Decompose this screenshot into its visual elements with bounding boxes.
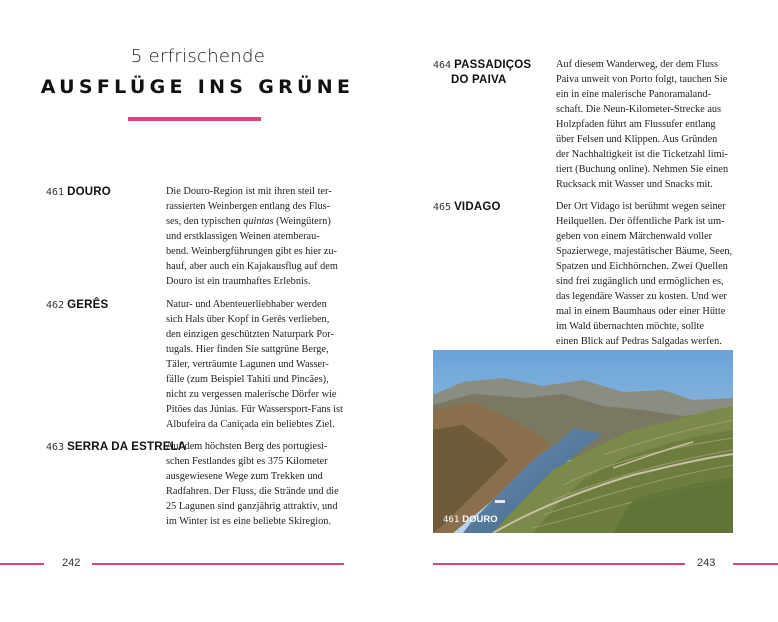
entry-label-douro (46, 185, 111, 200)
page-number-right: 243 (697, 557, 716, 569)
douro-valley-photo (433, 350, 733, 533)
photo-caption-name: DOURO (462, 514, 498, 525)
entry-name-line2: DO PAIVA (451, 74, 507, 86)
footer-rule-left-inner (92, 563, 344, 565)
entry-label-passadicos-do-paiva (433, 58, 531, 87)
entry-name: PASSADIÇOS (454, 59, 532, 71)
entry-text-vidago: Der Ort Vidago ist berühmt wegen seiner Heilquellen. Der öffentliche Park ist um- geben von einem Märchenwald voller Spazierwege, majestätischer Bäume, Seen, Spatzen und Eichhörnchen. Zwei Quellen sind frei zugänglich und ermöglichen es, das legendäre Wasser zu kosten. Und wer mal in einem Baumhaus oder einer Hütte im Wald übernachten möchte, sollte einen Blick auf Pedras Salgadas werfen. (556, 201, 733, 347)
footer-rule-right-inner (433, 563, 685, 565)
chapter-title: AUSFLÜGE INS GRÜNE (40, 76, 355, 98)
entry-name: DOURO (67, 186, 111, 198)
entry-name: GERÊS (67, 299, 109, 311)
page-number-left: 242 (62, 557, 81, 569)
entry-number: 464 (433, 60, 452, 71)
entry-number: 463 (46, 442, 65, 453)
entry-label-vidago (433, 200, 501, 215)
entry-text-geres: Natur- und Abenteuerliebhaber werden sich Hals über Kopf in Gerês verlieben, den einzigen geschützten Naturpark Por- tugals. Hier finden Sie sattgrüne Berge, Täler, verträumte Lagunen und Wasser- fälle (zum Beispiel Tahiti und Pincães), nicht zu vergessen malerische Dörfer wie Pitões das Júnias. Für Wassersport-Fans ist Albufeira da Caniçada ein beliebtes Ziel. (166, 299, 343, 430)
entry-name: VIDAGO (454, 201, 501, 213)
entry-text-passadicos-do-paiva: Auf diesem Wanderweg, der dem Fluss Paiva unweit von Porto folgt, tauchen Sie ein in eine malerische Panoramaland- schaft. Die Neun-Kilometer-Strecke aus Holzpfaden führt am Flussufer entlang über Felsen und Klippen. Aus Gründen der Nachhaltigkeit ist die Ticketzahl limi- tiert (Buchung online). Nehmen Sie einen Rucksack mit Wasser und Snacks mit. (556, 59, 729, 190)
entry-text-douro: Die Douro-Region ist mit ihren steil ter- rassierten Weinbergen entlang des Flus- ses, den typischen quintas (Weingütern) und erstklassigen Weinen atemberau- bend. Weinbergführungen gibt es hier zu- hauf, aber auch ein Kajakausflug auf dem Douro ist ein traumhaftes Erlebnis. (166, 186, 338, 287)
footer-rule-right-outer (733, 563, 778, 565)
entry-number: 461 (46, 187, 65, 198)
entry-number: 462 (46, 300, 65, 311)
entry-text-serra-da-estrela: Auf dem höchsten Berg des portugiesi- schen Festlandes gibt es 375 Kilometer ausgewiesene Wege zum Trekken und Radfahren. Der Fluss, die Strände und die 25 Lagunen sind ganzjährig attraktiv, und im Winter ist es eine beliebte Skiregion. (166, 441, 339, 527)
photo-caption-number: 461 (443, 515, 460, 525)
footer-rule-left-outer (0, 563, 44, 565)
title-divider (128, 117, 261, 121)
entry-name: SERRA DA ESTRELA (67, 441, 187, 453)
entry-number: 465 (433, 202, 452, 213)
entry-label-geres (46, 298, 108, 313)
chapter-subtitle: 5 erfrischende (130, 46, 266, 67)
photo-caption (443, 514, 498, 525)
douro-valley-illustration (433, 350, 733, 533)
